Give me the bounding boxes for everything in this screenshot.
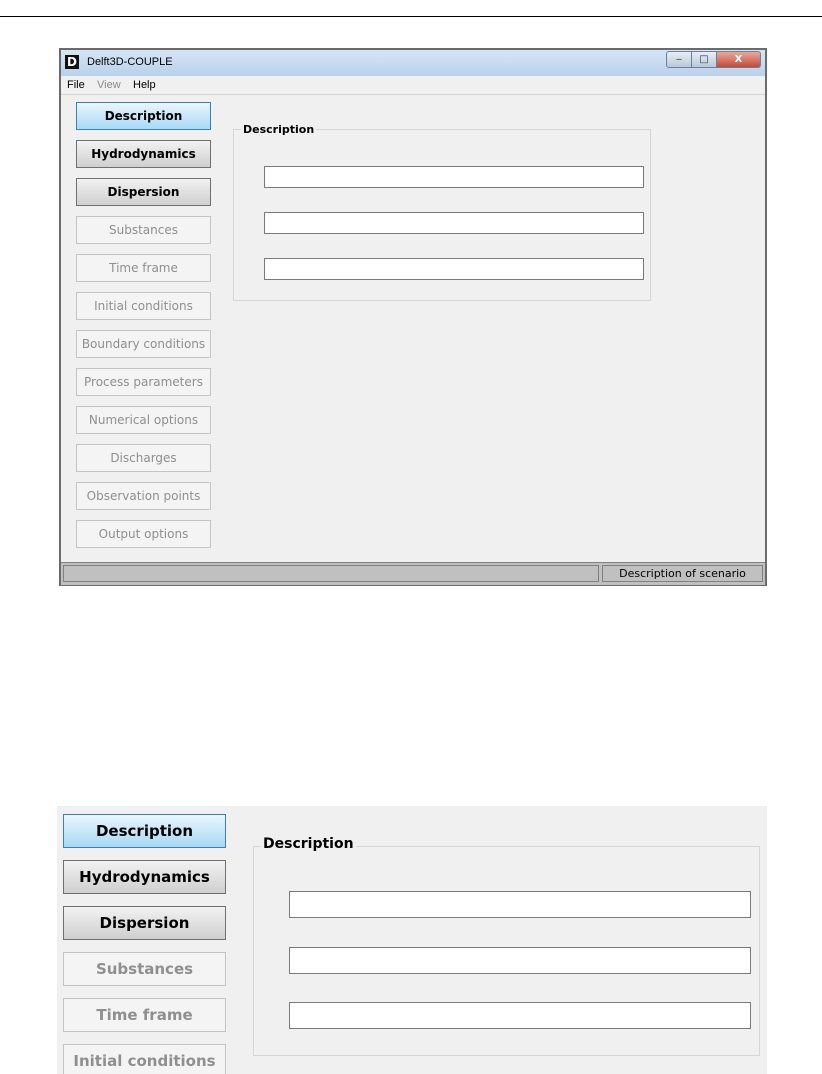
minimize-button[interactable]: ‒: [666, 51, 692, 68]
nav-discharges-button[interactable]: Discharges: [76, 444, 211, 472]
nav-initial-conditions-button[interactable]: Initial conditions: [76, 292, 211, 320]
zoomed-description-line-2-input[interactable]: [289, 947, 751, 974]
nav-observation-points-button[interactable]: Observation points: [76, 482, 211, 510]
menu-view[interactable]: View: [97, 79, 121, 91]
description-line-3-input[interactable]: [264, 258, 644, 280]
zoomed-nav-hydrodynamics-button[interactable]: Hydrodynamics: [63, 860, 226, 894]
zoomed-description-line-3-input[interactable]: [289, 1002, 751, 1029]
status-message-panel: [63, 565, 599, 582]
zoomed-nav-substances-button[interactable]: Substances: [63, 952, 226, 986]
title-bar[interactable]: [61, 50, 765, 76]
window-title: Delft3D-COUPLE: [87, 56, 173, 68]
nav-time-frame-button[interactable]: Time frame: [76, 254, 211, 282]
nav-output-options-button[interactable]: Output options: [76, 520, 211, 548]
zoomed-nav-initial-conditions-button[interactable]: Initial conditions: [63, 1044, 226, 1074]
status-bar: [61, 562, 765, 585]
close-button[interactable]: X: [717, 51, 761, 68]
zoomed-description-line-1-input[interactable]: [289, 891, 751, 918]
zoomed-description-group-title: Description: [263, 836, 354, 852]
maximize-button[interactable]: □: [692, 51, 717, 68]
zoomed-nav-description-button[interactable]: Description: [63, 814, 226, 848]
app-window: [59, 48, 767, 586]
nav-hydrodynamics-button[interactable]: Hydrodynamics: [76, 140, 211, 168]
nav-process-parameters-button[interactable]: Process parameters: [76, 368, 211, 396]
description-group-title: Description: [243, 123, 315, 136]
nav-substances-button[interactable]: Substances: [76, 216, 211, 244]
description-line-2-input[interactable]: [264, 212, 644, 234]
nav-numerical-options-button[interactable]: Numerical options: [76, 406, 211, 434]
status-context-panel: Description of scenario: [602, 565, 763, 582]
menu-help[interactable]: Help: [133, 79, 156, 91]
zoomed-nav-dispersion-button[interactable]: Dispersion: [63, 906, 226, 940]
nav-boundary-conditions-button[interactable]: Boundary conditions: [76, 330, 211, 358]
zoomed-nav-time-frame-button[interactable]: Time frame: [63, 998, 226, 1032]
nav-description-button[interactable]: Description: [76, 102, 211, 130]
description-line-1-input[interactable]: [264, 166, 644, 188]
app-logo-icon: D: [65, 55, 79, 69]
page-header-rule: [0, 16, 822, 17]
window-controls: [666, 51, 761, 68]
nav-dispersion-button[interactable]: Dispersion: [76, 178, 211, 206]
menu-file[interactable]: File: [67, 79, 85, 91]
menu-bar: [61, 76, 765, 95]
zoomed-detail-view: [57, 806, 767, 1074]
